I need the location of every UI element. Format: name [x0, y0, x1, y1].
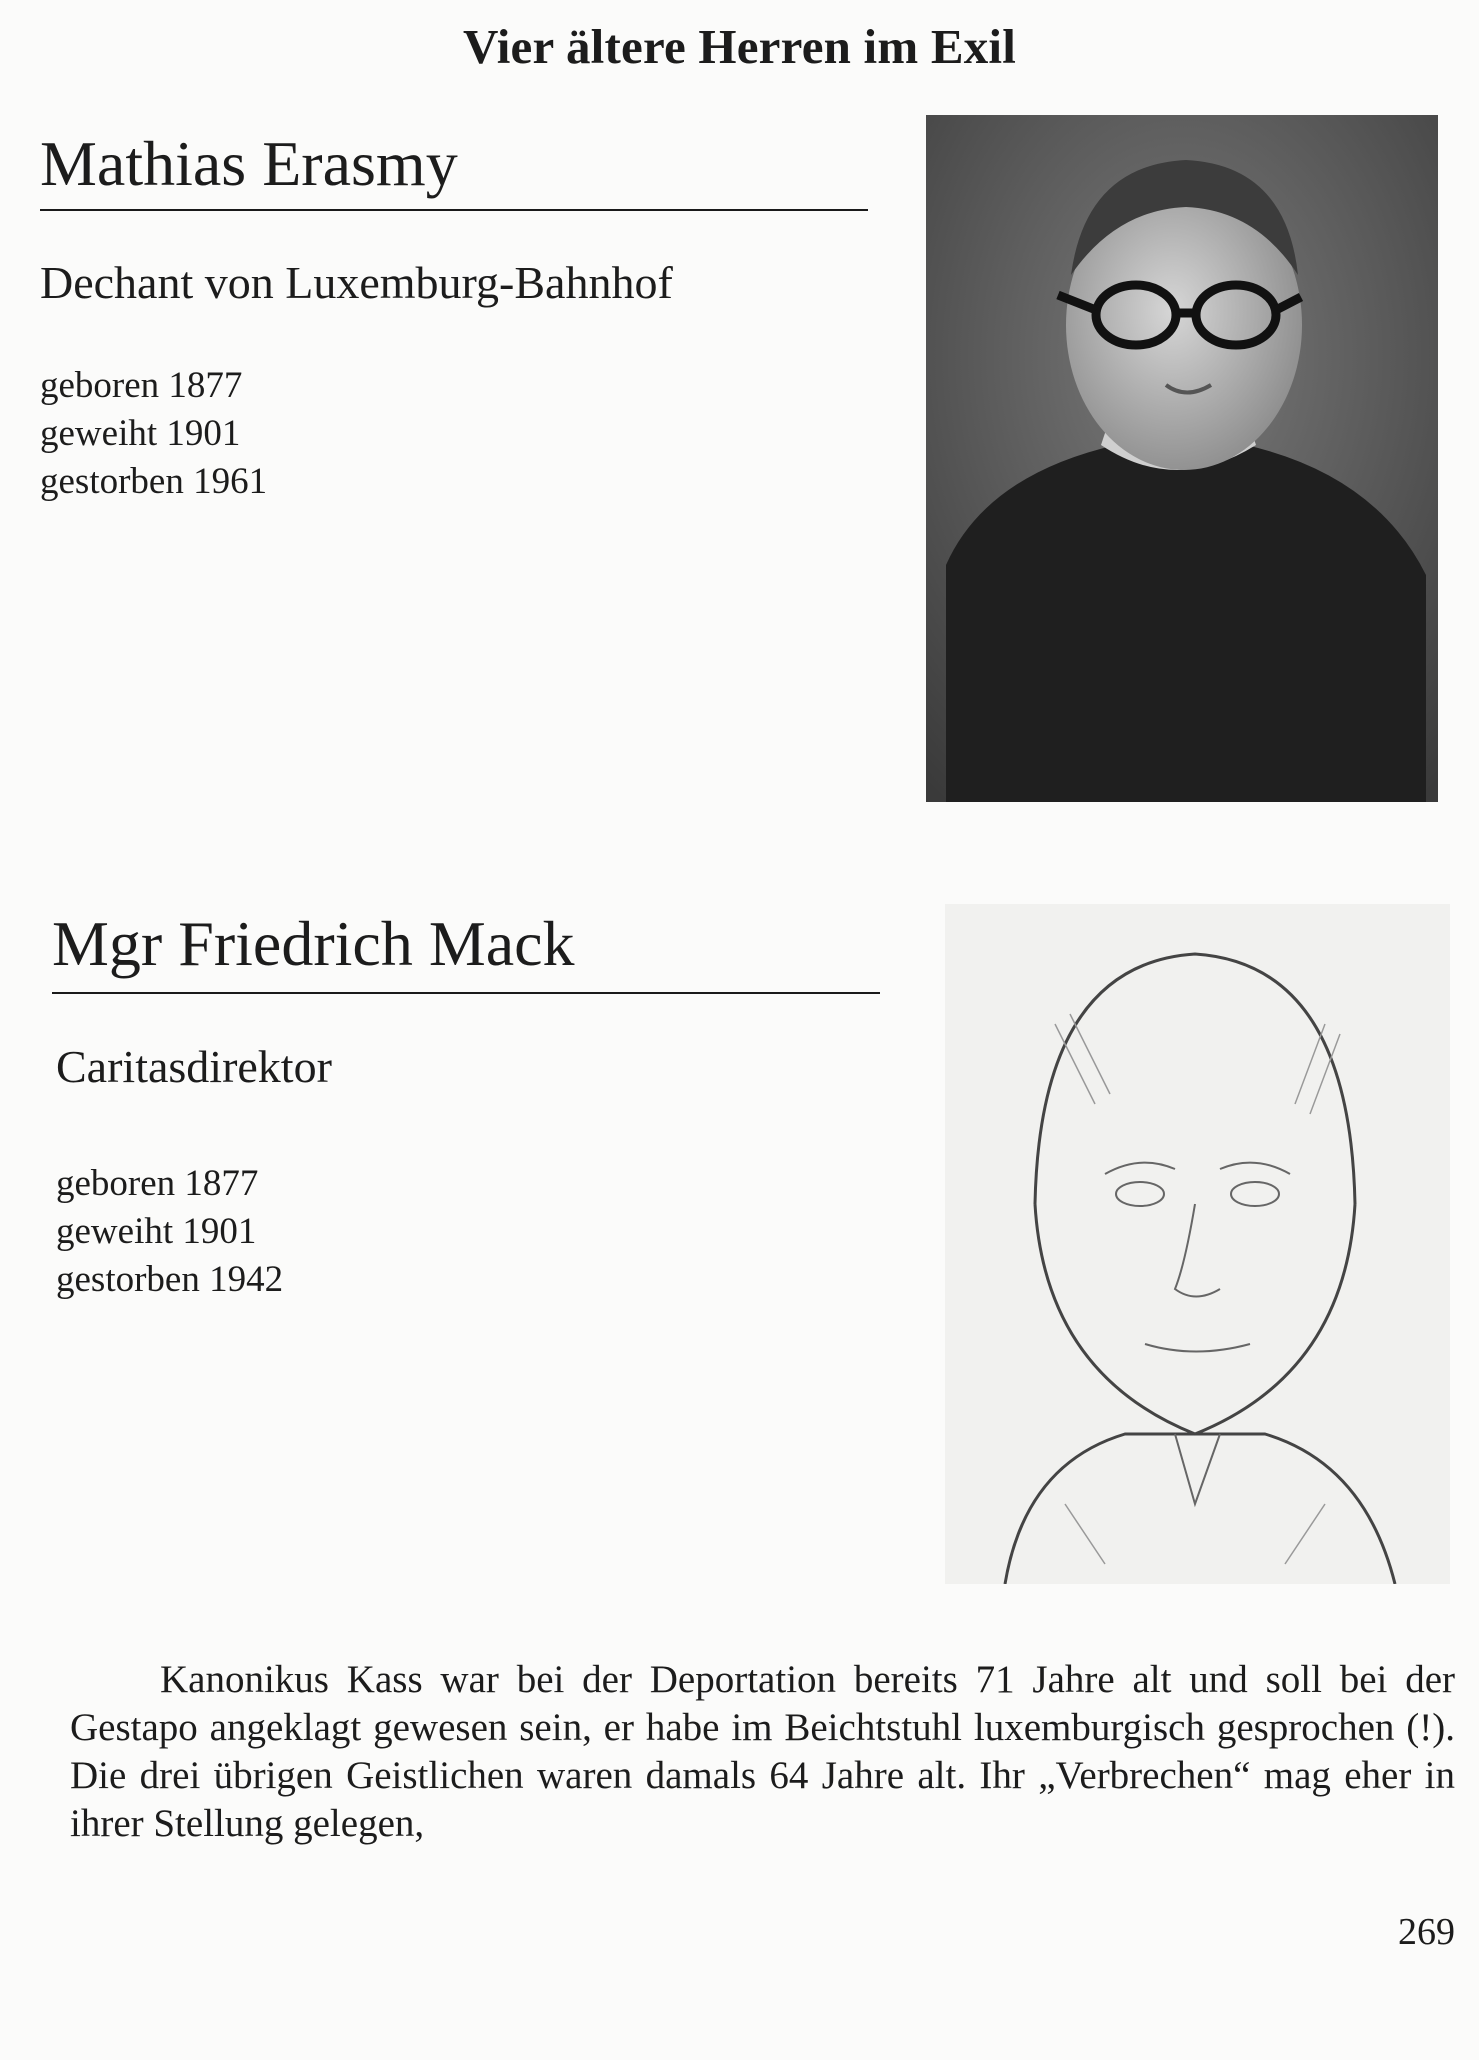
entry-role: Dechant von Luxemburg-Bahnhof — [40, 257, 673, 308]
name-divider — [52, 992, 880, 994]
portrait-drawing — [945, 904, 1450, 1584]
page-number: 269 — [1398, 1911, 1455, 1953]
page-heading: Vier ältere Herren im Exil — [462, 19, 1017, 74]
bio-born: geboren 1877 — [56, 1163, 259, 1204]
name-divider — [40, 209, 868, 211]
bio-ordained: geweiht 1901 — [56, 1211, 257, 1252]
bio-died: gestorben 1942 — [56, 1259, 284, 1300]
entry-name: Mathias Erasmy — [40, 128, 458, 199]
portrait-photo — [926, 115, 1438, 802]
entry-role: Caritasdirektor — [56, 1041, 332, 1092]
body-paragraph: Kanonikus Kass war bei der Deportation bereits 71 Jahre alt und soll bei der Gestapo angeklagt gewesen sein, er habe im Beichtstuhl luxemburgisch gesprochen (!). Die drei übrigen Geistlichen waren damals 64 Jahre alt. Ihr „Verbrechen“ mag eher in ihrer Stellung gelegen, — [70, 1658, 1455, 1845]
entry-bio — [56, 1160, 283, 1304]
bio-died: gestorben 1961 — [40, 461, 268, 502]
body-text — [70, 1656, 1455, 1848]
bio-ordained: geweiht 1901 — [40, 413, 241, 454]
entry-bio — [40, 362, 267, 506]
entry-name: Mgr Friedrich Mack — [52, 908, 575, 979]
bio-born: geboren 1877 — [40, 365, 243, 406]
